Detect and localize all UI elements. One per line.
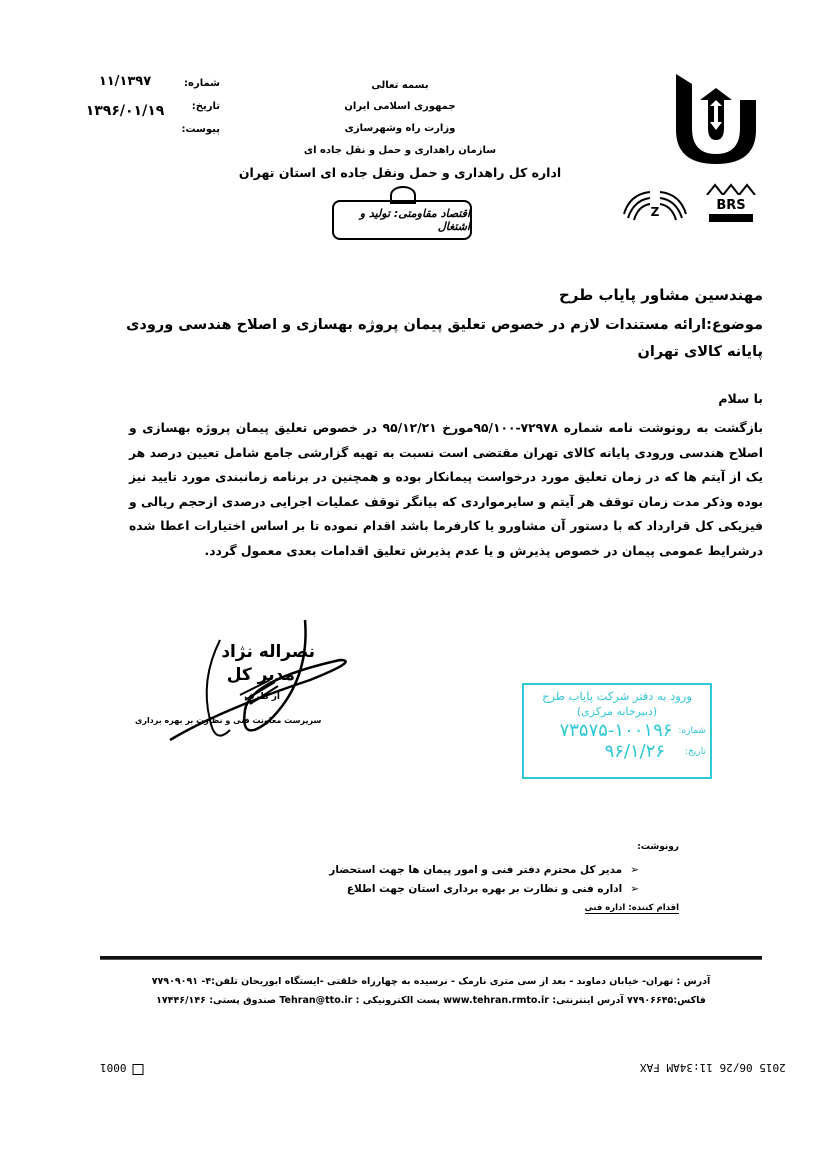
signer-name: نصراله نژاد	[221, 642, 315, 662]
brs-logo	[705, 180, 757, 226]
cc-item: ➢اداره فنی و نظارت بر بهره برداری استان جهت اطلاع	[346, 883, 639, 895]
department-name: اداره کل راهداری و حمل ونقل جاده ای استان تهران	[238, 165, 562, 180]
cc-item: ➢مدیر کل محترم دفتر فنی و امور پیمان ها جهت استحضار	[329, 864, 639, 876]
attachment-label: پیوست:	[181, 124, 220, 135]
ministry-logo	[670, 70, 762, 166]
letter-body: بازگشت به رونوشت نامه شماره ۷۲۹۷۸-۹۵/۱۰۰مورخ ۹۵/۱۲/۲۱ در خصوص تعلیق پیمان پروژه بهسازی و اصلاح هندسی ورودی پایانه کالای تهران مقتضی است نسبت به تهیه گزارشی جامع شامل تعیین درصد هر یک از آیتم ها که در زمان تعلیق مورد درخواست پیمانکار بوده و همچنین در برنامه زمانبندی مورد تایید نیز بوده وذکر مدت زمان توقف هر آیتم و سایرمواردی که بیانگر توقف عملیات اجرایی درصدی ازحجم ریالی و فیزیکی کل قرارداد که با دستور آن مشاورو یا کارفرما باشد اقدام نموده تا بر اساس اختیارات اعطا شده درشرایط عمومی پیمان در خصوص پذیرش و یا عدم پذیرش تعلیق اقدامات بعدی معمول گردد.	[129, 421, 764, 558]
signer-position: مدیر کل	[226, 665, 295, 685]
date-label: تاریخ:	[191, 101, 220, 112]
organization-name: سازمان راهداری و حمل و نقل جاده ای	[303, 145, 497, 156]
ministry-name: وزارت راه وشهرسازی	[344, 123, 456, 134]
arrow-bullet-icon: ➢	[630, 864, 639, 876]
wing-certification-logo	[620, 184, 690, 224]
country-name: جمهوری اسلامی ایران	[344, 101, 456, 112]
arrow-bullet-icon: ➢	[630, 883, 639, 895]
stamp-line2: (دبیرخانه مرکزی)	[576, 705, 658, 718]
fax-timestamp: 2015 06/26 11:34AM FAX	[640, 1061, 786, 1074]
slogan-emblem	[332, 186, 472, 242]
invocation: بسمه تعالی	[371, 80, 429, 91]
stamp-number-value: ۷۳۵۷۵-۱۰۰۱۹۶	[559, 720, 673, 741]
number-label: شماره:	[184, 78, 220, 89]
fax-page: 0001	[100, 1061, 144, 1075]
stamp-line1: ورود به دفتر شرکت پایاب طرح	[542, 689, 692, 703]
number-value: ۱۱/۱۳۹۷	[98, 74, 152, 89]
recipient: مهندسین مشاور پایاب طرح	[558, 286, 763, 304]
signer-title: سرپرست معاونت فنی و نظارت بر بهره برداری	[135, 716, 322, 725]
on-behalf: از طرف	[244, 692, 280, 702]
subject: موضوع:ارائه مستندات لازم در خصوص تعلیق پیمان پروژه بهسازی و اصلاح هندسی ورودی پایانه کالای تهران	[126, 317, 763, 360]
action-by: اقدام کننده: اداره فنی	[584, 903, 679, 913]
stamp-date-label: تاریخ:	[685, 746, 706, 757]
signature-block	[135, 620, 360, 750]
brs-logo-text: BRS	[716, 198, 746, 213]
date-value: ۱۳۹۶/۰۱/۱۹	[85, 103, 165, 119]
cc-label: رونوشت:	[637, 842, 679, 852]
slogan-text: اقتصاد مقاومتی: تولید و اشتغال	[359, 207, 470, 233]
footer-contact: فاکس:۷۷۹۰۶۶۴۵ آدرس اینترنتی: www.tehran.rmto.ir پست الکترونیکی : Tehran@tto.ir صندوق پستی: ۱۷۴۴۶/۱۴۶	[156, 995, 706, 1006]
stamp-date-value: ۹۶/۱/۲۶	[604, 741, 666, 762]
handwritten-signature	[160, 620, 360, 750]
receipt-stamp	[522, 683, 712, 779]
fax-page-icon	[133, 1064, 144, 1075]
svg-text:Z: Z	[650, 205, 660, 219]
stamp-number-label: شماره:	[678, 725, 706, 736]
footer-address: آدرس : تهران- خیابان دماوند - بعد از سی متری نارمک - نرسیده به چهارراه خلقتی -ایستگاه ابوریحان تلفن:۴- ۷۷۹۰۹۰۹۱	[151, 976, 711, 987]
footer-divider	[100, 956, 762, 960]
greeting: با سلام	[718, 391, 763, 406]
